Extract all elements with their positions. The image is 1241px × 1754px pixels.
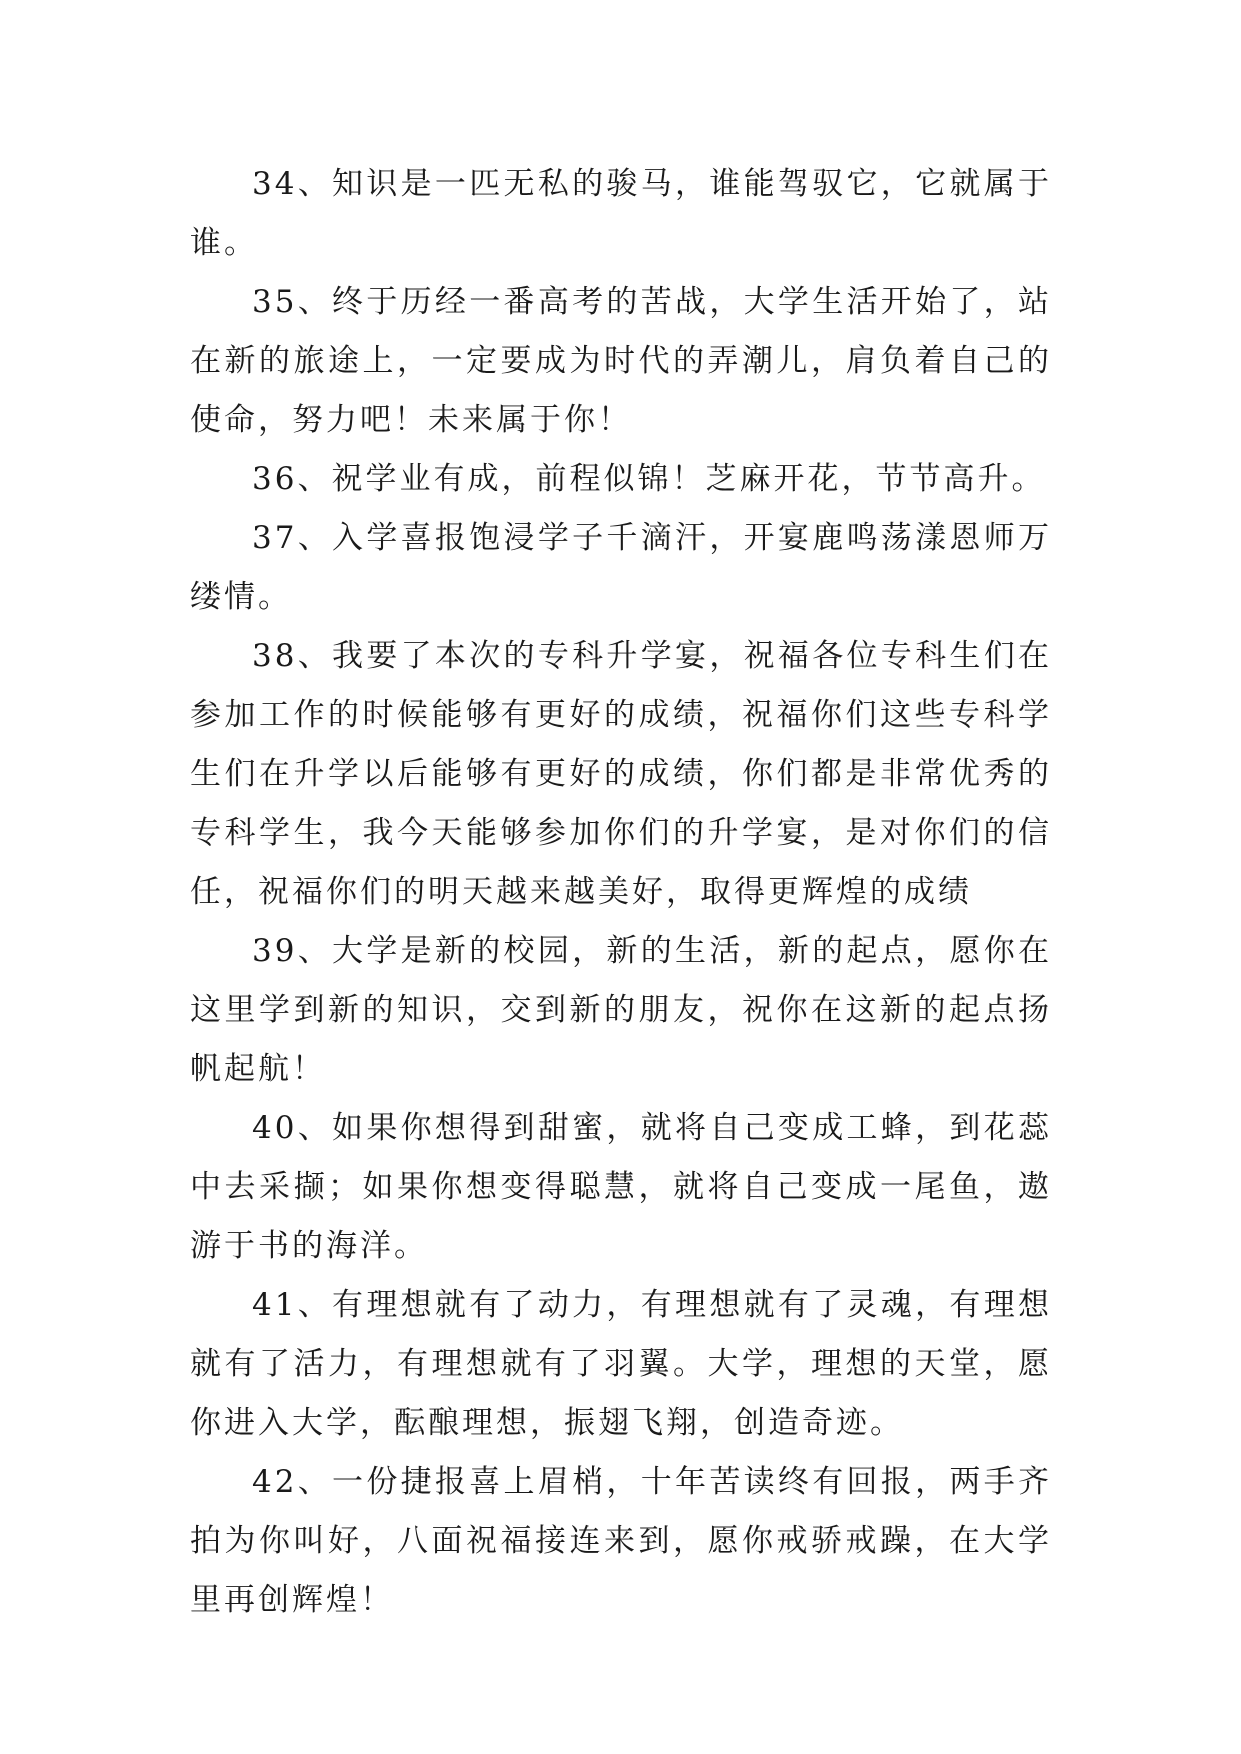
paragraph-34: 34、知识是一匹无私的骏马，谁能驾驭它，它就属于谁。: [190, 166, 1052, 261]
document-body: [190, 155, 1052, 1630]
paragraph-39: 39、大学是新的校园，新的生活，新的起点，愿你在这里学到新的知识，交到新的朋友，祝你在这新的起点扬帆起航！: [190, 933, 1052, 1087]
paragraph-35: 35、终于历经一番高考的苦战，大学生活开始了，站在新的旅途上，一定要成为时代的弄潮儿，肩负着自己的使命，努力吧！未来属于你！: [190, 284, 1052, 438]
paragraph-40: 40、如果你想得到甜蜜，就将自己变成工蜂，到花蕊中去采撷；如果你想变得聪慧，就将自己变成一尾鱼，遨游于书的海洋。: [190, 1110, 1052, 1264]
paragraph-41: 41、有理想就有了动力，有理想就有了灵魂，有理想就有了活力，有理想就有了羽翼。大学，理想的天堂，愿你进入大学，酝酿理想，振翅飞翔，创造奇迹。: [190, 1287, 1052, 1441]
paragraph-38: 38、我要了本次的专科升学宴，祝福各位专科生们在参加工作的时候能够有更好的成绩，祝福你们这些专科学生们在升学以后能够有更好的成绩，你们都是非常优秀的专科学生，我今天能够参加你们的升学宴，是对你们的信任，祝福你们的明天越来越美好，取得更辉煌的成绩: [190, 638, 1052, 910]
paragraph-37: 37、入学喜报饱浸学子千滴汗，开宴鹿鸣荡漾恩师万缕情。: [190, 520, 1052, 615]
paragraph-36: 36、祝学业有成，前程似锦！芝麻开花，节节高升。: [252, 461, 1046, 497]
paragraph-42: 42、一份捷报喜上眉梢，十年苦读终有回报，两手齐拍为你叫好，八面祝福接连来到，愿你戒骄戒躁，在大学里再创辉煌！: [190, 1464, 1052, 1618]
